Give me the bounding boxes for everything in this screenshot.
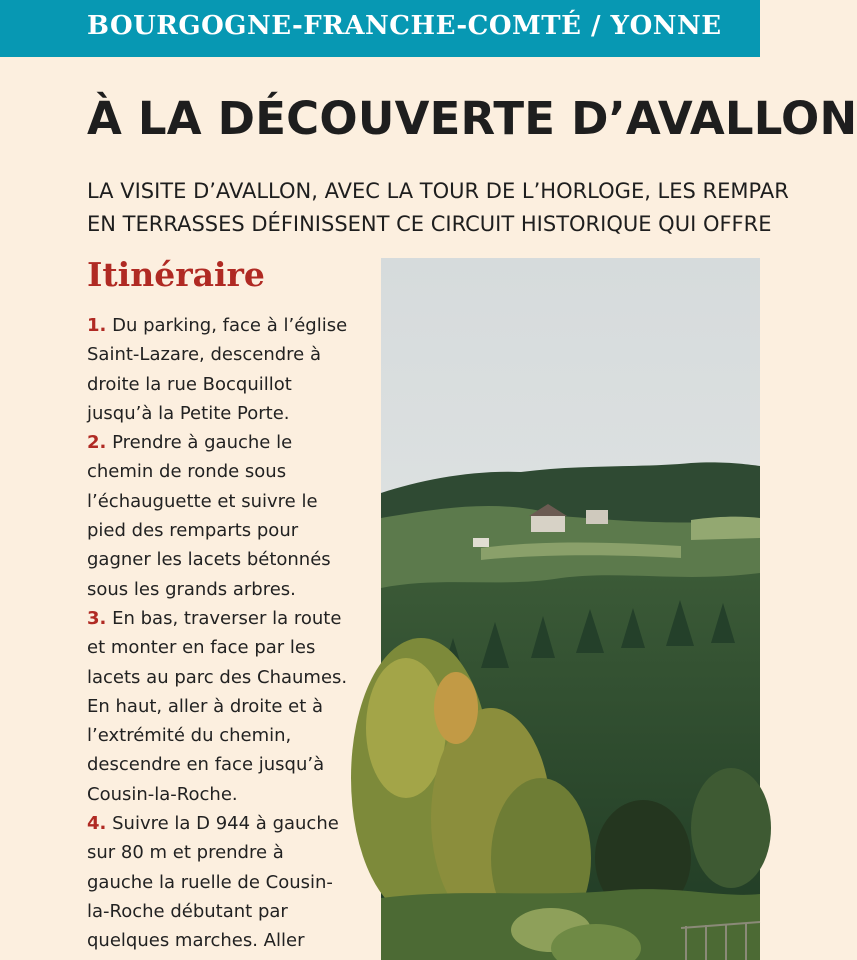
section-heading-itineraire: Itinéraire bbox=[87, 255, 265, 294]
step-number: 2. bbox=[87, 432, 107, 454]
step-text: quelques marches. Aller bbox=[87, 930, 305, 952]
step-line bbox=[87, 868, 377, 897]
step-line bbox=[87, 370, 377, 399]
step-line bbox=[87, 897, 377, 926]
step-text: chemin de ronde sous bbox=[87, 461, 287, 483]
step-line bbox=[87, 604, 377, 633]
step-line bbox=[87, 545, 377, 574]
step-text: sous les grands arbres. bbox=[87, 578, 296, 600]
step-number: 3. bbox=[87, 607, 107, 629]
step-line bbox=[87, 750, 377, 779]
step-line bbox=[87, 487, 377, 516]
intro-line-1: LA VISITE D’AVALLON, AVEC LA TOUR DE L’HORLOGE, LES REMPAR bbox=[87, 179, 789, 203]
step-text: Du parking, face à l’église bbox=[112, 315, 348, 336]
step-text: lacets au parc des Chaumes. bbox=[87, 666, 348, 688]
step-text: gagner les lacets bétonnés bbox=[87, 549, 331, 571]
step-text: pied des remparts pour bbox=[87, 520, 299, 542]
step-text: descendre en face jusqu’à bbox=[87, 754, 325, 776]
step-text: gauche la ruelle de Cousin- bbox=[87, 871, 333, 893]
step-line bbox=[87, 926, 377, 955]
step-text: Suivre la D 944 à gauche bbox=[112, 813, 339, 835]
step-line bbox=[87, 516, 377, 545]
intro-line-2: EN TERRASSES DÉFINISSENT CE CIRCUIT HISTORIQUE QUI OFFRE bbox=[87, 212, 772, 236]
step-line bbox=[87, 633, 377, 662]
step-text: l’échauguette et suivre le bbox=[87, 490, 318, 512]
step-text: jusqu’à la Petite Porte. bbox=[87, 402, 290, 424]
region-label: BOURGOGNE-FRANCHE-COMTÉ / YONNE bbox=[87, 11, 722, 41]
step-text: la-Roche débutant par bbox=[87, 900, 288, 922]
step-text: En bas, traverser la route bbox=[112, 607, 342, 629]
step-line bbox=[87, 340, 377, 369]
step-text: Cousin-la-Roche. bbox=[87, 783, 238, 805]
step-number: 1. bbox=[87, 315, 107, 336]
step-line bbox=[87, 428, 377, 457]
step-line bbox=[87, 663, 377, 692]
step-line bbox=[87, 809, 377, 838]
step-text: Saint-Lazare, descendre à bbox=[87, 344, 321, 366]
header-bar bbox=[0, 0, 760, 57]
step-text: Prendre à gauche le bbox=[112, 432, 293, 454]
step-text: droite la rue Bocquillot bbox=[87, 373, 292, 395]
step-line bbox=[87, 692, 377, 721]
step-text: l’extrémité du chemin, bbox=[87, 725, 292, 747]
step-line bbox=[87, 457, 377, 486]
step-text: En haut, aller à droite et à bbox=[87, 695, 324, 717]
step-line bbox=[87, 780, 377, 809]
article-title: À LA DÉCOUVERTE D’AVALLON bbox=[87, 92, 857, 145]
step-line bbox=[87, 399, 377, 428]
step-line bbox=[87, 838, 377, 867]
itinerary-steps bbox=[87, 311, 377, 956]
step-line bbox=[87, 575, 377, 604]
landscape-photo bbox=[381, 258, 760, 960]
step-number: 4. bbox=[87, 813, 107, 835]
step-line bbox=[87, 721, 377, 750]
step-line bbox=[87, 311, 377, 340]
step-text: et monter en face par les bbox=[87, 637, 316, 659]
step-text: sur 80 m et prendre à bbox=[87, 842, 284, 864]
